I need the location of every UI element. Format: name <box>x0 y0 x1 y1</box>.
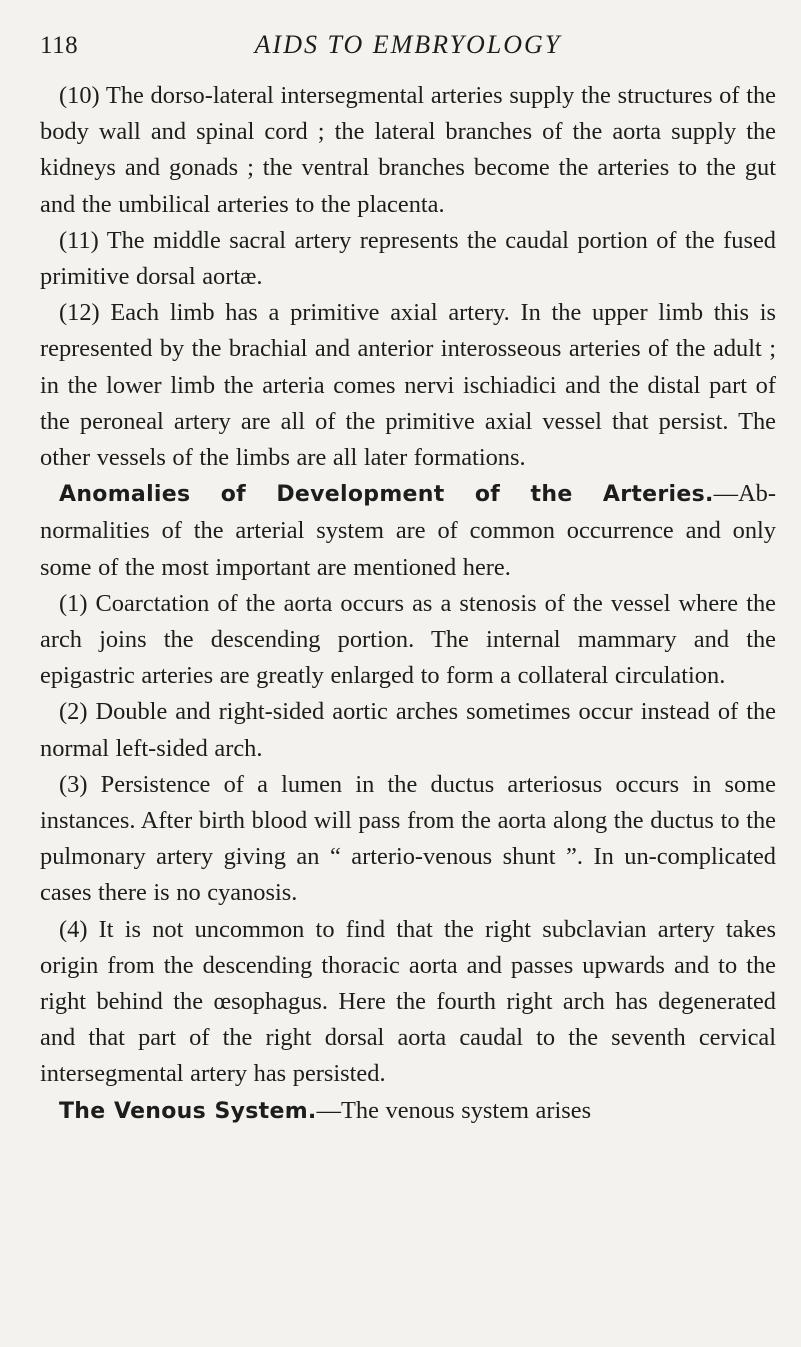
paragraph-12: (12) Each limb has a primitive axial artery. In the upper limb this is represented by the brachial and anterior interosseous arteries of the adult ; in the lower limb the arteria comes nervi ischiadici and the distal part of the peroneal artery are all of the primitive axial vessel that persist. The other vessels of the limbs are all later formations. <box>40 299 776 472</box>
anomaly-4: (4) It is not uncommon to find that the right subclavian artery takes origin from the descending thoracic aorta and passes upwards and to the right behind the œsophagus. Here the fourth right arch has degenerated and that part of the right dorsal aorta caudal to the seventh cervical intersegmental artery has persisted. <box>40 915 776 1088</box>
venous-heading: The Venous System. <box>59 1098 317 1124</box>
anomaly-2: (2) Double and right-sided aortic arches sometimes occur instead of the normal left-sided arch. <box>40 698 776 762</box>
book-title: AIDS TO EMBRYOLOGY <box>254 30 562 59</box>
paragraph-10: (10) The dorso-lateral intersegmental arteries supply the structures of the body wall and spinal cord ; the lateral branches of the aorta supply the kidneys and gonads ; the ventral branches become the arteries to the gut and the umbilical arteries to the placenta. <box>40 82 776 218</box>
anomaly-3: (3) Persistence of a lumen in the ductus arteriosus occurs in some instances. After birth blood will pass from the aorta along the ductus to the pulmonary artery giving an “ arterio-venous shunt ”. In un-complicated cases there is no cyanosis. <box>40 770 776 907</box>
running-head <box>40 28 776 70</box>
anomalies-text: —Ab-normalities of the arterial system are of common occurrence and only some of the most important are mentioned here. <box>40 480 776 581</box>
page-number: 118 <box>40 32 79 59</box>
anomalies-paragraph <box>40 476 776 586</box>
body-text <box>40 78 776 1130</box>
anomaly-1: (1) Coarctation of the aorta occurs as a stenosis of the vessel where the arch joins the descending portion. The internal mammary and the epigastric arteries are greatly enlarged to form a collateral circulation. <box>40 589 776 690</box>
venous-text: —The venous system arises <box>316 1096 592 1124</box>
venous-paragraph <box>40 1093 776 1130</box>
paragraph-11: (11) The middle sacral artery represents the caudal portion of the fused primitive dorsal aortæ. <box>40 226 776 291</box>
book-page <box>40 28 776 1130</box>
anomalies-heading: Anomalies of Development of the Arteries. <box>59 482 714 508</box>
